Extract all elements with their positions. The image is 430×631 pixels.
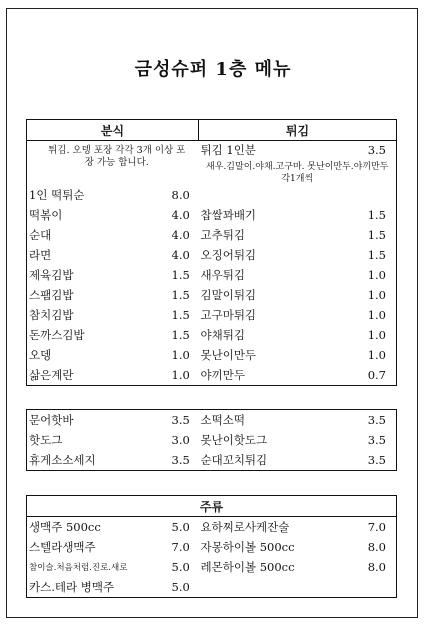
menu-item-price: 0.7 <box>367 368 386 382</box>
menu-item-price: 4.0 <box>171 228 190 242</box>
menu-item-name <box>199 577 317 598</box>
header-twigim: 튀김 <box>199 120 397 141</box>
menu-item-name: 찹쌀꽈배기 <box>200 208 257 222</box>
menu-row <box>27 430 397 450</box>
menu-item-price: 4.0 <box>171 208 190 222</box>
menu-item-price: 5.0 <box>171 560 190 574</box>
menu-item-price: 1.5 <box>367 208 386 222</box>
menu-item-name: 소떡소떡 <box>200 413 245 427</box>
menu-row <box>27 185 397 205</box>
menu-item-name: 생맥주 500cc <box>29 520 101 534</box>
menu-item-price: 3.5 <box>171 453 190 467</box>
menu-item-price: 3.5 <box>367 453 386 467</box>
menu-item-name: 순대 <box>29 228 52 242</box>
menu-item-name: 고추튀김 <box>200 228 245 242</box>
menu-item-price: 1.5 <box>171 288 190 302</box>
menu-item-name: 새우튀김 <box>200 268 245 282</box>
header-bunsik: 분식 <box>27 120 199 141</box>
menu-item-price: 4.0 <box>171 248 190 262</box>
menu-page <box>6 8 418 618</box>
menu-item-name: 돈까스김밥 <box>29 328 85 342</box>
menu-item-price: 1.5 <box>367 228 386 242</box>
menu-row <box>27 410 397 431</box>
menu-item-price: 1.5 <box>367 248 386 262</box>
menu-item-name: 스텔라생맥주 <box>29 540 96 554</box>
menu-item-price: 1.0 <box>367 268 386 282</box>
menu-row <box>27 345 397 365</box>
menu-item-price: 1.0 <box>367 328 386 342</box>
twigim-set-label: 튀김 1인분 <box>200 143 256 157</box>
menu-item-price: 1.0 <box>171 368 190 382</box>
menu-row <box>27 537 397 557</box>
menu-item-price: 5.0 <box>171 580 190 594</box>
menu-item-price: 7.0 <box>171 540 190 554</box>
header-drinks: 주류 <box>27 496 397 517</box>
menu-item-name: 카스.테라 병맥주 <box>29 580 115 594</box>
menu-item-name: 순대꼬치튀김 <box>200 453 268 467</box>
menu-row <box>27 450 397 471</box>
menu-row <box>27 205 397 225</box>
menu-item-name: 떡볶이 <box>29 208 63 222</box>
menu-item-name: 휴게소소세지 <box>29 453 96 467</box>
menu-row <box>27 265 397 285</box>
menu-item-name: 오뎅 <box>29 348 52 362</box>
menu-item-price: 1.0 <box>171 348 190 362</box>
menu-item-name: 야채튀김 <box>200 328 245 342</box>
twigim-set-price: 3.5 <box>367 143 386 157</box>
menu-item-name: 못난이만두 <box>200 348 257 362</box>
packaging-note: 튀김. 오뎅 포장 각각 3개 이상 포장 가능 합니다. <box>48 145 186 168</box>
menu-row <box>27 577 397 598</box>
menu-item-price: 1.5 <box>171 308 190 322</box>
menu-row <box>27 285 397 305</box>
menu-item-price: 1.0 <box>367 348 386 362</box>
twigim-set-detail: 새우.김말이.야채.고구마. 못난이만두.야끼만두 각1개씩 <box>206 162 389 184</box>
menu-item-name: 요하찌로사케잔술 <box>200 520 290 534</box>
menu-item-price: 1.0 <box>367 308 386 322</box>
page-title: 금성슈퍼 1층 메뉴 <box>134 59 292 80</box>
menu-row <box>27 245 397 265</box>
menu-item-price: 3.5 <box>367 413 386 427</box>
menu-row <box>27 305 397 325</box>
menu-item-name: 못난이핫도그 <box>200 433 268 447</box>
menu-row <box>27 517 397 538</box>
menu-item-name: 스팸김밥 <box>29 288 74 302</box>
menu-item-name: 참이슬.처음처럼.진로.새로 <box>29 563 128 573</box>
menu-row <box>27 365 397 386</box>
menu-item-price: 8.0 <box>367 540 386 554</box>
menu-item-name: 1인 떡튀순 <box>29 188 85 202</box>
menu-row <box>27 557 397 577</box>
menu-item-name: 야끼만두 <box>200 368 245 382</box>
menu-item-price: 3.0 <box>171 433 190 447</box>
menu-item-name: 고구마튀김 <box>200 308 257 322</box>
menu-item-price: 3.5 <box>367 433 386 447</box>
menu-item-price: 1.5 <box>171 328 190 342</box>
menu-item-name: 레몬하이볼 500cc <box>200 560 295 574</box>
menu-item-name <box>199 185 317 205</box>
menu-item-price: 8.0 <box>367 560 386 574</box>
menu-row <box>27 325 397 345</box>
menu-item-price: 7.0 <box>367 520 386 534</box>
menu-item-name: 김말이튀김 <box>200 288 257 302</box>
extras-menu-table <box>26 409 397 471</box>
menu-item-name: 자몽하이볼 500cc <box>200 540 295 554</box>
menu-item-name: 문어핫바 <box>29 413 74 427</box>
menu-item-name: 오징어튀김 <box>200 248 257 262</box>
menu-item-name: 참치김밥 <box>29 308 74 322</box>
menu-item-name: 라면 <box>29 248 52 262</box>
menu-item-price: 3.5 <box>171 413 190 427</box>
menu-item-price: 1.0 <box>367 288 386 302</box>
menu-item-price <box>317 577 397 598</box>
menu-item-name: 삶은계란 <box>29 368 74 382</box>
menu-item-price: 1.5 <box>171 268 190 282</box>
menu-item-price: 8.0 <box>171 188 190 202</box>
menu-item-name: 핫도그 <box>29 433 63 447</box>
snack-menu-table <box>26 119 397 386</box>
menu-item-name: 제육김밥 <box>29 268 74 282</box>
menu-item-price <box>317 185 397 205</box>
drinks-menu-table <box>26 495 397 598</box>
menu-item-price: 5.0 <box>171 520 190 534</box>
menu-row <box>27 225 397 245</box>
